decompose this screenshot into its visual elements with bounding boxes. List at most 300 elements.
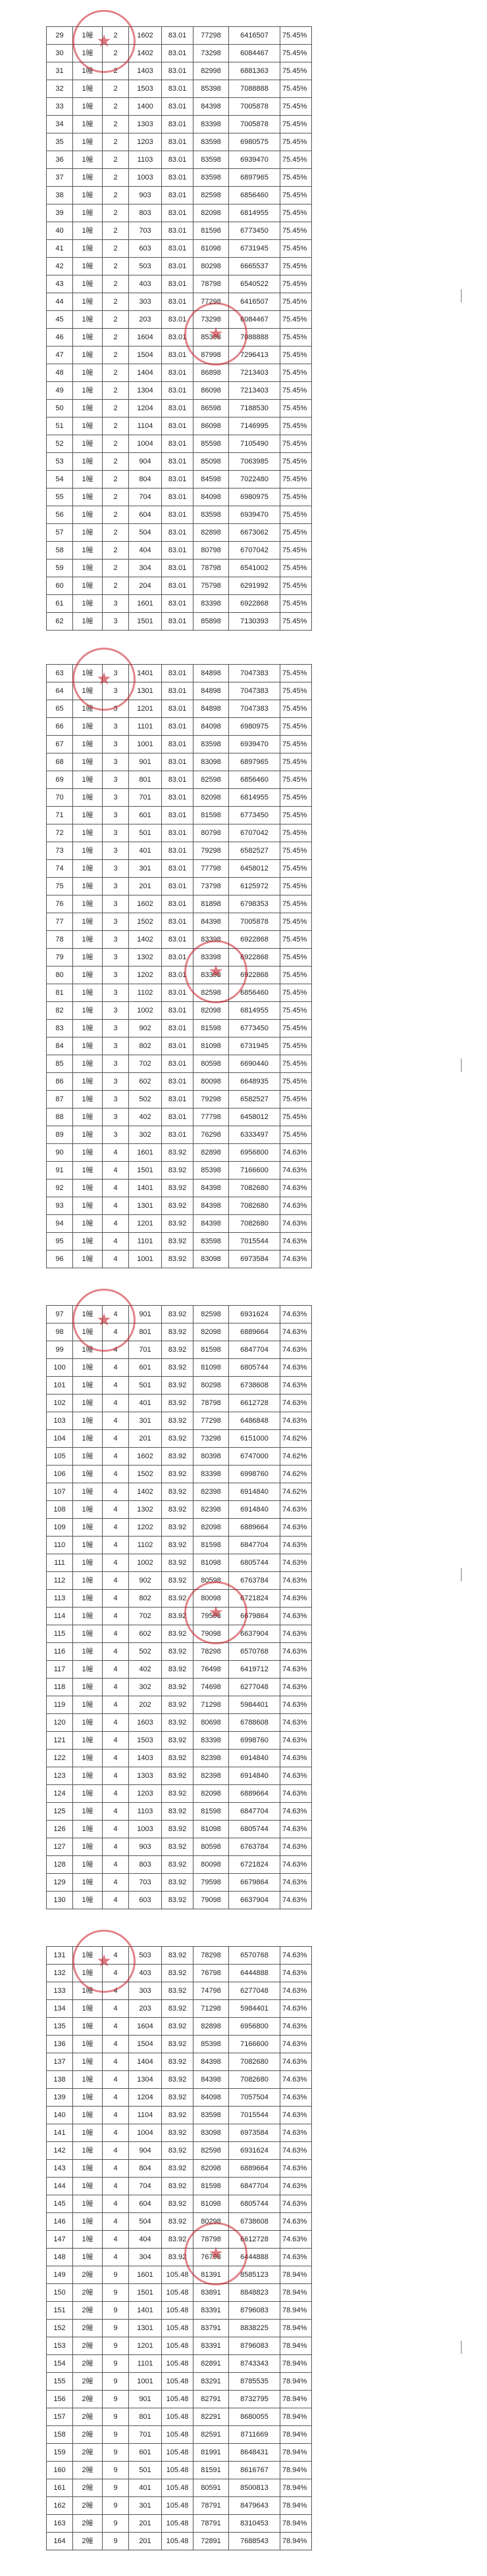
table-cell: 34 — [47, 116, 73, 133]
table-cell: 601 — [129, 1359, 162, 1377]
table-cell: 82998 — [193, 62, 229, 80]
table-cell: 7022480 — [229, 471, 280, 489]
table-cell: 5984401 — [229, 1696, 280, 1714]
table-cell: 105.48 — [162, 2302, 193, 2320]
table-cell: 301 — [129, 1412, 162, 1430]
table-cell: 83598 — [193, 736, 229, 753]
table-cell: 78798 — [193, 1395, 229, 1412]
table-cell: 6980575 — [229, 133, 280, 151]
table-cell: 1501 — [129, 1162, 162, 1180]
table-cell: 54 — [47, 471, 73, 489]
table-cell: 91 — [47, 1162, 73, 1180]
table-cell: 83.92 — [162, 1215, 193, 1233]
table-cell: 86 — [47, 1073, 73, 1091]
table-cell: 83.92 — [162, 1359, 193, 1377]
table-cell: 74.63% — [280, 1215, 312, 1233]
table-cell: 4 — [103, 1947, 129, 1965]
table-cell: 6637904 — [229, 1892, 280, 1909]
table-cell: 83.92 — [162, 1572, 193, 1590]
table-row — [47, 613, 312, 631]
table-cell: 1幢 — [73, 2178, 103, 2195]
table-row — [47, 1002, 312, 1020]
table-cell: 78.94% — [280, 2408, 312, 2426]
table-cell: 6458012 — [229, 1109, 280, 1126]
table-cell: 83.92 — [162, 1982, 193, 2000]
table-row — [47, 1767, 312, 1785]
table-cell: 1幢 — [73, 1982, 103, 2000]
table-cell: 1幢 — [73, 2089, 103, 2107]
table-cell: 84398 — [193, 1180, 229, 1197]
table-cell: 201 — [129, 878, 162, 895]
table-cell: 7082680 — [229, 2053, 280, 2071]
table-cell: 72 — [47, 824, 73, 842]
table-cell: 83.92 — [162, 1466, 193, 1483]
table-cell: 112 — [47, 1572, 73, 1590]
table-cell: 2 — [103, 151, 129, 169]
table-cell: 75.45% — [280, 80, 312, 98]
table-cell: 701 — [129, 1341, 162, 1359]
table-cell: 114 — [47, 1608, 73, 1625]
table-row — [47, 1233, 312, 1251]
table-cell: 4 — [103, 1590, 129, 1608]
table-cell: 4 — [103, 1554, 129, 1572]
table-cell: 82891 — [193, 2355, 229, 2373]
table-cell: 105.48 — [162, 2444, 193, 2462]
table-cell: 83.01 — [162, 984, 193, 1002]
table-cell: 74.63% — [280, 2107, 312, 2124]
table-cell: 74.63% — [280, 1412, 312, 1430]
table-cell: 6856460 — [229, 771, 280, 789]
table-cell: 77 — [47, 913, 73, 931]
table-cell: 7082680 — [229, 1215, 280, 1233]
table-row — [47, 346, 312, 364]
table-cell: 83.01 — [162, 595, 193, 613]
table-cell: 1幢 — [73, 1091, 103, 1109]
table-cell: 901 — [129, 1306, 162, 1324]
table-cell: 3 — [103, 842, 129, 860]
table-row — [47, 1625, 312, 1643]
table-cell: 76298 — [193, 1126, 229, 1144]
table-row — [47, 878, 312, 895]
table-cell: 6922868 — [229, 966, 280, 984]
scan-edge-mark — [461, 1059, 462, 1072]
table-cell: 2 — [103, 489, 129, 506]
table-cell: 4 — [103, 1965, 129, 1982]
table-row — [47, 560, 312, 577]
table-cell: 75.45% — [280, 895, 312, 913]
table-cell: 2幢 — [73, 2462, 103, 2479]
table-cell: 75.45% — [280, 27, 312, 45]
table-row — [47, 2000, 312, 2018]
table-cell: 83398 — [193, 949, 229, 966]
table-cell: 142 — [47, 2142, 73, 2160]
table-cell: 78298 — [193, 1643, 229, 1661]
table-cell: 83.01 — [162, 613, 193, 631]
table-cell: 6939470 — [229, 506, 280, 524]
table-cell: 6847704 — [229, 2178, 280, 2195]
table-row — [47, 1965, 312, 1982]
table-cell: 117 — [47, 1661, 73, 1679]
table-cell: 74.63% — [280, 2018, 312, 2036]
table-cell: 85398 — [193, 1162, 229, 1180]
table-cell: 6931624 — [229, 1306, 280, 1324]
table-cell: 7047383 — [229, 700, 280, 718]
table-cell: 30 — [47, 45, 73, 62]
table-row — [47, 1109, 312, 1126]
table-cell: 74.63% — [280, 1661, 312, 1679]
table-cell: 75.45% — [280, 931, 312, 949]
table-cell: 4 — [103, 2178, 129, 2195]
table-cell: 4 — [103, 1982, 129, 2000]
table-cell: 9 — [103, 2355, 129, 2373]
table-cell: 105.48 — [162, 2266, 193, 2284]
table-cell: 105.48 — [162, 2337, 193, 2355]
table-cell: 703 — [129, 222, 162, 240]
table-row — [47, 1821, 312, 1838]
table-row — [47, 187, 312, 204]
table-cell: 1幢 — [73, 400, 103, 417]
table-row — [47, 700, 312, 718]
table-cell: 1幢 — [73, 1109, 103, 1126]
table-cell: 66 — [47, 718, 73, 736]
table-cell: 83291 — [193, 2373, 229, 2391]
table-cell: 78.94% — [280, 2302, 312, 2320]
table-cell: 2 — [103, 45, 129, 62]
table-cell: 83.01 — [162, 931, 193, 949]
table-cell: 6277048 — [229, 1679, 280, 1696]
table-cell: 6881363 — [229, 62, 280, 80]
table-cell: 84398 — [193, 98, 229, 116]
table-cell: 9 — [103, 2337, 129, 2355]
table-cell: 1幢 — [73, 895, 103, 913]
table-cell: 155 — [47, 2373, 73, 2391]
table-cell: 2幢 — [73, 2320, 103, 2337]
table-cell: 6773450 — [229, 222, 280, 240]
table-cell: 1101 — [129, 718, 162, 736]
table-cell: 4 — [103, 1625, 129, 1643]
table-row — [47, 842, 312, 860]
table-cell: 1幢 — [73, 1002, 103, 1020]
table-cell: 8310453 — [229, 2515, 280, 2533]
table-cell: 6540522 — [229, 275, 280, 293]
table-cell: 97 — [47, 1306, 73, 1324]
table-cell: 3 — [103, 753, 129, 771]
table-cell: 404 — [129, 2231, 162, 2249]
table-cell: 65 — [47, 700, 73, 718]
table-cell: 302 — [129, 1679, 162, 1696]
table-cell: 84398 — [193, 2053, 229, 2071]
table-cell: 9 — [103, 2426, 129, 2444]
table-cell: 4 — [103, 1643, 129, 1661]
table-cell: 1幢 — [73, 1892, 103, 1909]
table-cell: 78.94% — [280, 2266, 312, 2284]
table-cell: 147 — [47, 2231, 73, 2249]
table-cell: 163 — [47, 2515, 73, 2533]
table-row — [47, 1324, 312, 1341]
table-cell: 80798 — [193, 542, 229, 560]
table-cell: 4 — [103, 1661, 129, 1679]
table-cell: 79298 — [193, 1091, 229, 1109]
table-cell: 1幢 — [73, 1625, 103, 1643]
table-cell: 3 — [103, 665, 129, 682]
table-cell: 3 — [103, 949, 129, 966]
table-cell: 2 — [103, 400, 129, 417]
table-cell: 75.45% — [280, 382, 312, 400]
table-row — [47, 329, 312, 346]
table-cell: 75.45% — [280, 560, 312, 577]
table-cell: 74.63% — [280, 1162, 312, 1180]
table-cell: 29 — [47, 27, 73, 45]
table-cell: 80698 — [193, 1714, 229, 1732]
table-row — [47, 1714, 312, 1732]
table-cell: 8711669 — [229, 2426, 280, 2444]
table-cell: 6707042 — [229, 542, 280, 560]
table-cell: 83.92 — [162, 2036, 193, 2053]
table-cell: 74.63% — [280, 1767, 312, 1785]
table-row — [47, 382, 312, 400]
table-cell: 403 — [129, 1965, 162, 1982]
table-cell: 81991 — [193, 2444, 229, 2462]
scan-edge-mark — [461, 2341, 462, 2354]
table-cell: 70 — [47, 789, 73, 807]
table-cell: 1402 — [129, 45, 162, 62]
table-cell: 4 — [103, 1501, 129, 1519]
table-cell: 81098 — [193, 1359, 229, 1377]
table-cell: 83398 — [193, 595, 229, 613]
table-cell: 81098 — [193, 1821, 229, 1838]
table-cell: 2幢 — [73, 2533, 103, 2550]
table-cell: 83.01 — [162, 400, 193, 417]
table-cell: 78798 — [193, 275, 229, 293]
table-cell: 75.45% — [280, 506, 312, 524]
table-row — [47, 949, 312, 966]
table-cell: 7213403 — [229, 382, 280, 400]
table-cell: 6788608 — [229, 1714, 280, 1732]
table-cell: 1幢 — [73, 1821, 103, 1838]
table-cell: 903 — [129, 187, 162, 204]
table-cell: 125 — [47, 1803, 73, 1821]
table-row — [47, 2018, 312, 2036]
table-cell: 83.92 — [162, 1608, 193, 1625]
table-cell: 204 — [129, 577, 162, 595]
table-cell: 75.45% — [280, 860, 312, 878]
table-cell: 401 — [129, 842, 162, 860]
table-cell: 8785535 — [229, 2373, 280, 2391]
table-cell: 74.63% — [280, 1714, 312, 1732]
table-cell: 75.45% — [280, 133, 312, 151]
table-cell: 1幢 — [73, 293, 103, 311]
table-cell: 83.01 — [162, 771, 193, 789]
table-cell: 801 — [129, 2408, 162, 2426]
table-cell: 83.01 — [162, 789, 193, 807]
table-cell: 72891 — [193, 2533, 229, 2550]
table-cell: 78.94% — [280, 2320, 312, 2337]
table-cell: 4 — [103, 1483, 129, 1501]
table-row — [47, 2355, 312, 2373]
table-row — [47, 1395, 312, 1412]
table-cell: 73 — [47, 842, 73, 860]
table-cell: 75.45% — [280, 45, 312, 62]
table-cell: 83.01 — [162, 577, 193, 595]
table-cell: 6291992 — [229, 577, 280, 595]
table-cell: 6814955 — [229, 204, 280, 222]
table-cell: 83598 — [193, 1233, 229, 1251]
table-cell: 75.45% — [280, 736, 312, 753]
table-cell: 6486848 — [229, 1412, 280, 1430]
table-cell: 83.92 — [162, 1785, 193, 1803]
table-row — [47, 506, 312, 524]
table-cell: 7213403 — [229, 364, 280, 382]
table-cell: 7015544 — [229, 1233, 280, 1251]
table-cell: 105.48 — [162, 2515, 193, 2533]
table-cell: 82 — [47, 1002, 73, 1020]
table-cell: 6847704 — [229, 1537, 280, 1554]
table-cell: 4 — [103, 1519, 129, 1537]
table-cell: 1幢 — [73, 1679, 103, 1696]
table-cell: 301 — [129, 2497, 162, 2515]
table-cell: 4 — [103, 1821, 129, 1838]
table-cell: 74.63% — [280, 1874, 312, 1892]
table-cell: 1幢 — [73, 682, 103, 700]
table-cell: 75.45% — [280, 682, 312, 700]
table-cell: 1102 — [129, 1537, 162, 1554]
table-cell: 1幢 — [73, 98, 103, 116]
table-cell: 84098 — [193, 489, 229, 506]
table-cell: 1幢 — [73, 346, 103, 364]
table-cell: 1幢 — [73, 1572, 103, 1590]
table-cell: 74.63% — [280, 2036, 312, 2053]
table-cell: 105.48 — [162, 2373, 193, 2391]
table-cell: 2 — [103, 258, 129, 275]
table-row — [47, 1162, 312, 1180]
table-cell: 83.92 — [162, 1324, 193, 1341]
table-cell: 4 — [103, 1144, 129, 1162]
table-cell: 109 — [47, 1519, 73, 1537]
table-cell: 1幢 — [73, 435, 103, 453]
table-cell: 1幢 — [73, 966, 103, 984]
table-cell: 1001 — [129, 736, 162, 753]
table-cell: 83.92 — [162, 1519, 193, 1537]
table-cell: 82898 — [193, 2018, 229, 2036]
table-cell: 1幢 — [73, 1537, 103, 1554]
table-cell: 6333497 — [229, 1126, 280, 1144]
table-cell: 82291 — [193, 2408, 229, 2426]
table-row — [47, 2089, 312, 2107]
table-cell: 6889664 — [229, 1519, 280, 1537]
table-cell: 38 — [47, 187, 73, 204]
table-cell: 6763784 — [229, 1572, 280, 1590]
table-cell: 2 — [103, 453, 129, 471]
table-cell: 83.92 — [162, 1341, 193, 1359]
table-cell: 83.01 — [162, 187, 193, 204]
table-cell: 6931624 — [229, 2142, 280, 2160]
table-cell: 83.01 — [162, 62, 193, 80]
table-cell: 158 — [47, 2426, 73, 2444]
table-cell: 8796083 — [229, 2302, 280, 2320]
table-cell: 1504 — [129, 346, 162, 364]
table-cell: 6637904 — [229, 1625, 280, 1643]
table-cell: 118 — [47, 1679, 73, 1696]
table-cell: 1幢 — [73, 700, 103, 718]
table-cell: 84 — [47, 1038, 73, 1055]
table-cell: 6847704 — [229, 1341, 280, 1359]
table-cell: 1幢 — [73, 1767, 103, 1785]
table-cell: 73298 — [193, 311, 229, 329]
table-cell: 2 — [103, 506, 129, 524]
table-cell: 41 — [47, 240, 73, 258]
table-cell: 4 — [103, 2071, 129, 2089]
table-cell: 6444888 — [229, 1965, 280, 1982]
table-row — [47, 1430, 312, 1448]
table-cell: 3 — [103, 1109, 129, 1126]
table-cell: 83391 — [193, 2337, 229, 2355]
table-cell: 601 — [129, 807, 162, 824]
table-cell: 35 — [47, 133, 73, 151]
table-cell: 85 — [47, 1055, 73, 1073]
table-cell: 37 — [47, 169, 73, 187]
table-cell: 68 — [47, 753, 73, 771]
table-cell: 3 — [103, 824, 129, 842]
scan-edge-mark — [461, 1568, 462, 1581]
table-cell: 1幢 — [73, 1395, 103, 1412]
table-cell: 82398 — [193, 1767, 229, 1785]
table-cell: 74.63% — [280, 2071, 312, 2089]
table-cell: 57 — [47, 524, 73, 542]
table-cell: 105.48 — [162, 2462, 193, 2479]
table-cell: 83.01 — [162, 80, 193, 98]
table-cell: 74.63% — [280, 2249, 312, 2266]
table-cell: 83791 — [193, 2320, 229, 2337]
price-table — [46, 664, 312, 1268]
table-cell: 604 — [129, 506, 162, 524]
table-cell: 75.45% — [280, 204, 312, 222]
table-cell: 4 — [103, 1537, 129, 1554]
table-cell: 83.01 — [162, 1020, 193, 1038]
table-cell: 74.63% — [280, 1696, 312, 1714]
table-row — [47, 1572, 312, 1590]
table-cell: 1幢 — [73, 471, 103, 489]
table-cell: 501 — [129, 824, 162, 842]
table-cell: 1幢 — [73, 1466, 103, 1483]
table-cell: 6897965 — [229, 169, 280, 187]
table-cell: 6980975 — [229, 489, 280, 506]
table-cell: 1302 — [129, 1501, 162, 1519]
table-cell: 6690440 — [229, 1055, 280, 1073]
table-cell: 80591 — [193, 2479, 229, 2497]
table-cell: 75.45% — [280, 1126, 312, 1144]
table-cell: 75.45% — [280, 524, 312, 542]
table-cell: 1104 — [129, 417, 162, 435]
table-cell: 75.45% — [280, 966, 312, 984]
table-cell: 3 — [103, 1002, 129, 1020]
table-cell: 139 — [47, 2089, 73, 2107]
table-cell: 6773450 — [229, 1020, 280, 1038]
table-cell: 6980975 — [229, 718, 280, 736]
table-cell: 83.01 — [162, 222, 193, 240]
table-cell: 1幢 — [73, 524, 103, 542]
table-row — [47, 489, 312, 506]
table-cell: 83.92 — [162, 2018, 193, 2036]
table-cell: 80098 — [193, 1856, 229, 1874]
table-cell: 6998760 — [229, 1732, 280, 1750]
table-cell: 74698 — [193, 1679, 229, 1696]
table-row — [47, 1144, 312, 1162]
table-cell: 32 — [47, 80, 73, 98]
table-cell: 102 — [47, 1395, 73, 1412]
table-cell: 83.92 — [162, 1590, 193, 1608]
table-cell: 1103 — [129, 1803, 162, 1821]
table-cell: 1604 — [129, 329, 162, 346]
